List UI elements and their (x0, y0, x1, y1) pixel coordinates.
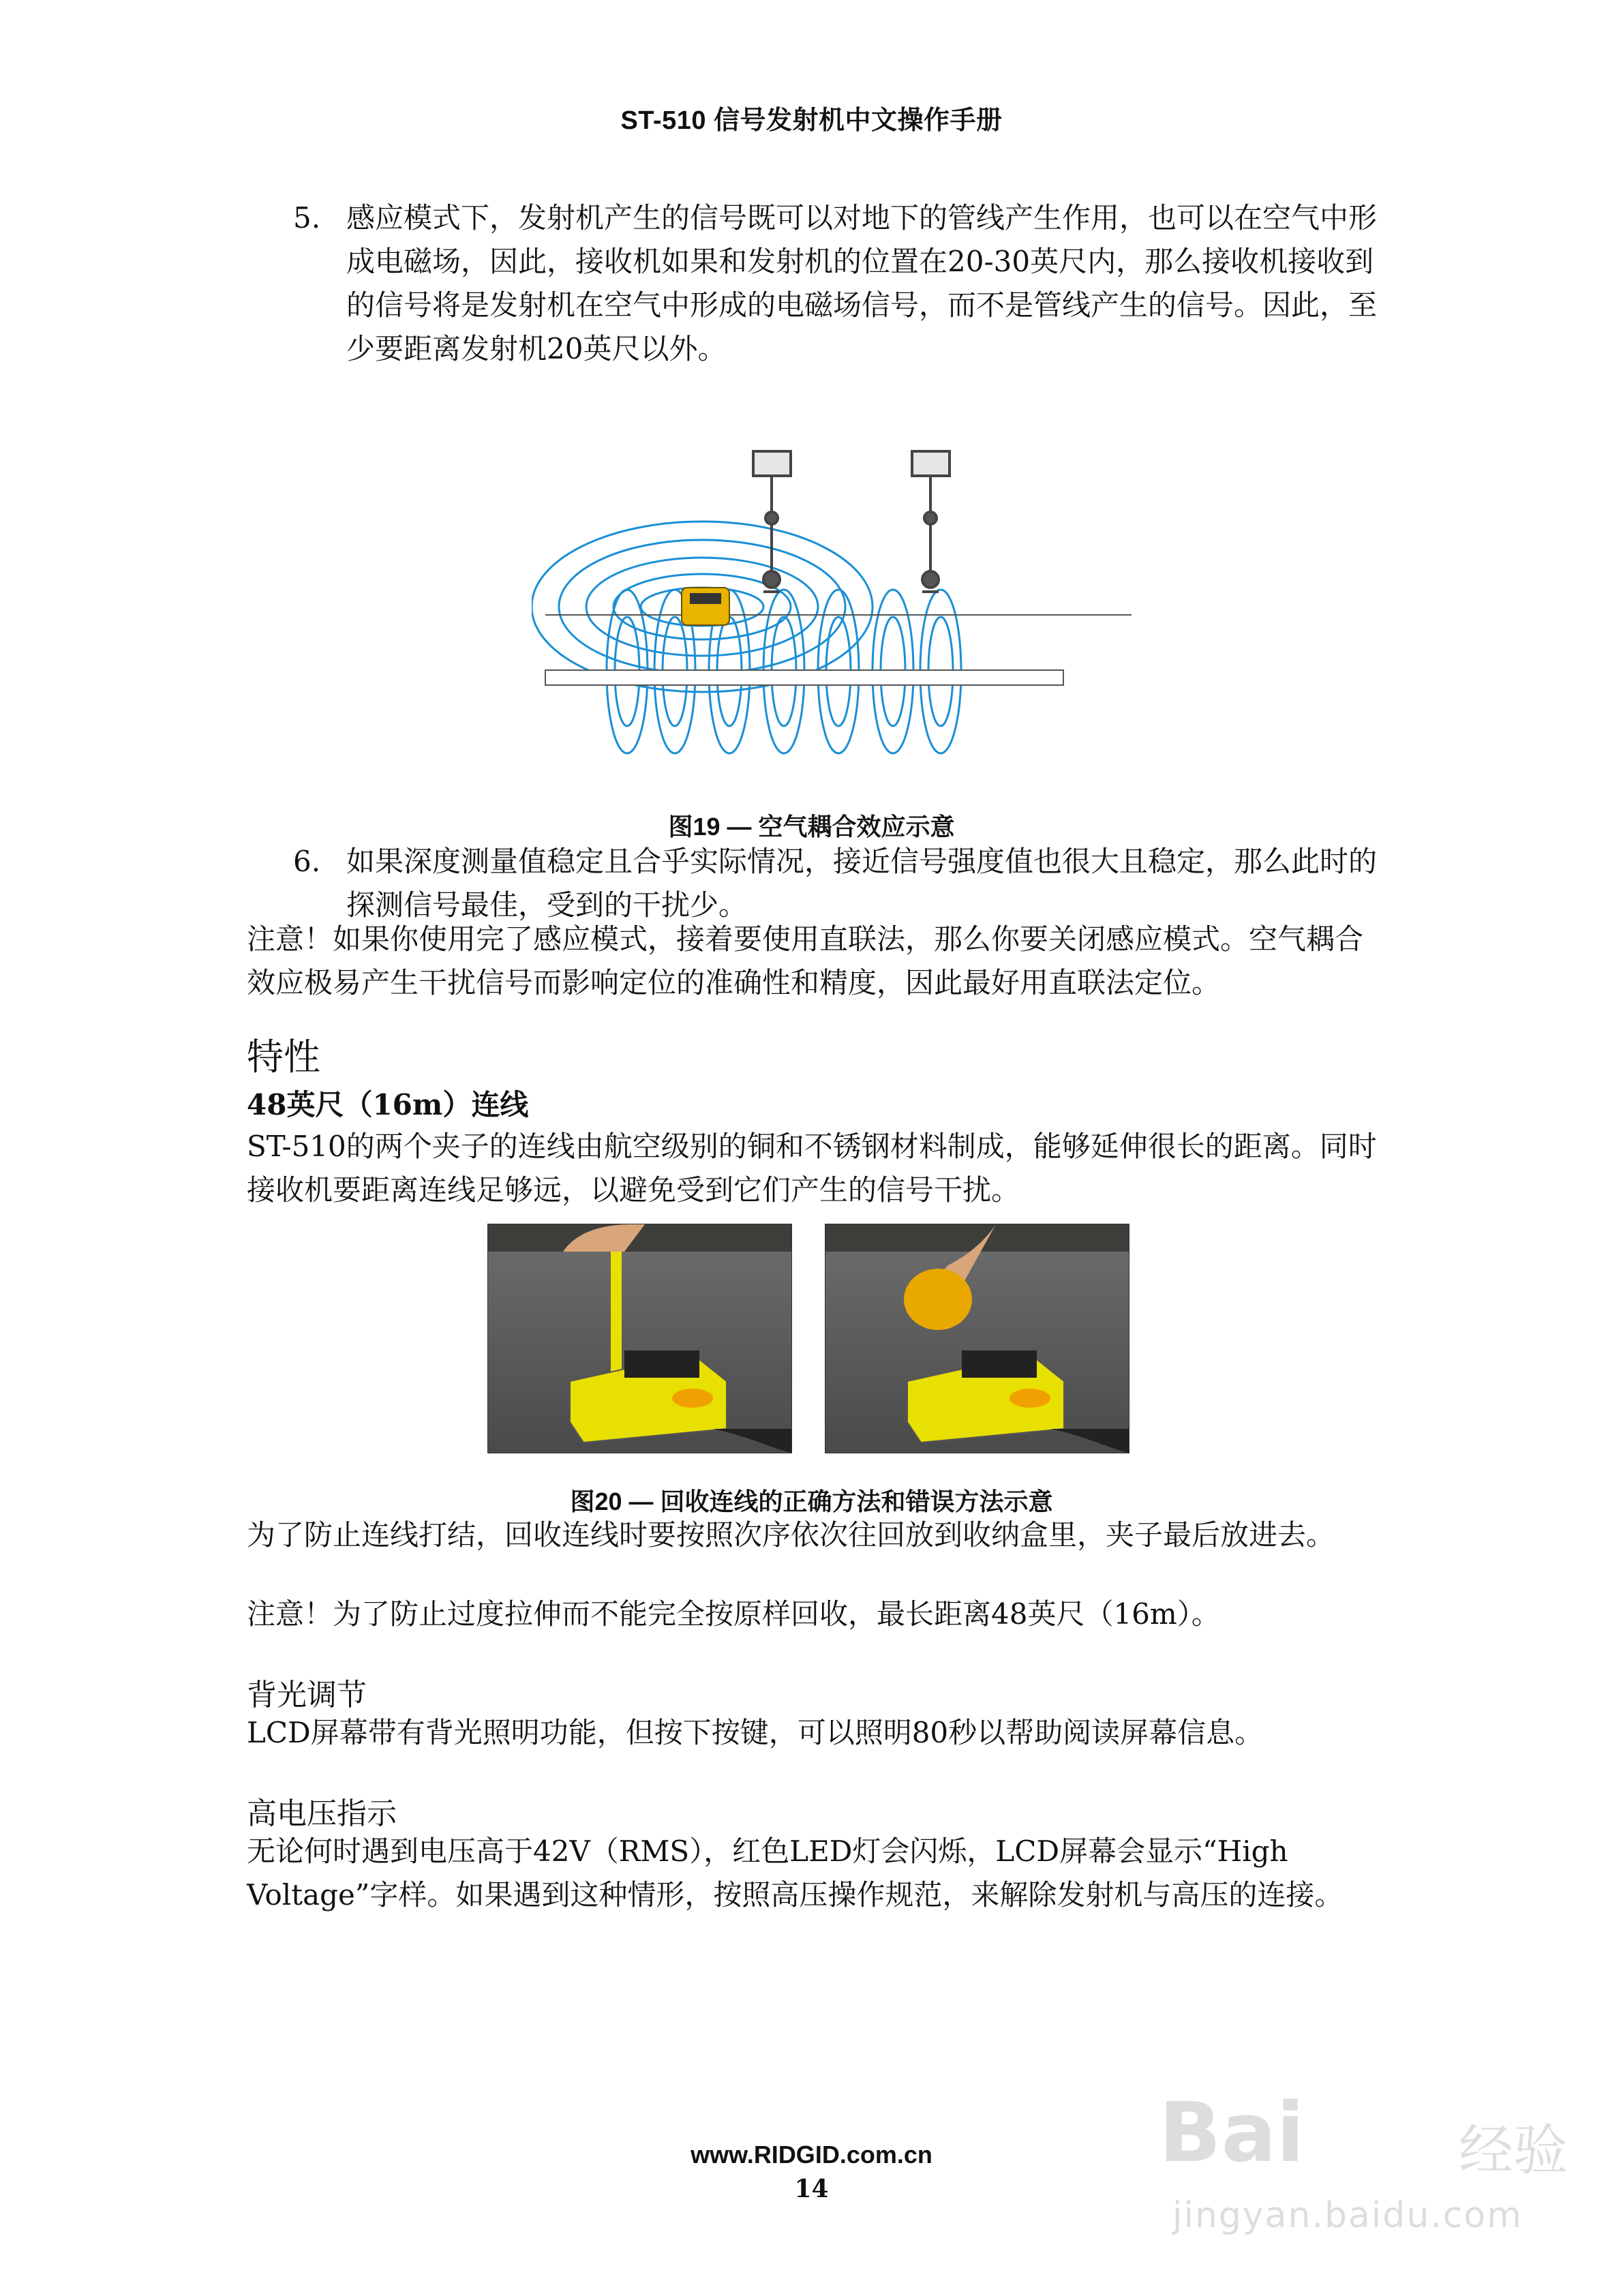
figure-19-diagram (532, 436, 1145, 791)
section-title: 特性 (247, 1036, 320, 1078)
list-number: 6. (293, 845, 321, 878)
watermark (1159, 2059, 1595, 2250)
cable-text: 为了防止连线打结，回收连线时要按照次序依次往回放到收纳盒里，夹子最后放进去。 (247, 1518, 1335, 1552)
list-item-5 (293, 196, 1397, 374)
watermark-brand: Bai (1159, 2086, 1305, 2181)
high-voltage-text: 无论何时遇到电压高于42V（RMS），红色LED灯会闪烁，LCD屏幕会显示“High Voltage”字样。如果遇到这种情形，按照高压操作规范，来解除发射机与高压的连接。 (247, 1834, 1344, 1912)
watermark-url: jingyan.baidu.com (1172, 2195, 1523, 2236)
note-2: 注意！为了防止过度拉伸而不能完全按原样回收，最长距离48英尺（16m）。 (247, 1597, 1220, 1631)
transmitter-icon (682, 588, 729, 625)
figure-20-caption: 图20 — 回收连线的正确方法和错误方法示意 (570, 1487, 1053, 1515)
receiver-icon (912, 451, 950, 592)
backlight-text: LCD屏幕带有背光照明功能，但按下按键，可以照明80秒以帮助阅读屏幕信息。 (247, 1716, 1264, 1749)
feature-cable-text: ST-510的两个夹子的连线由航空级别的铜和不锈钢材料制成，能够延伸很长的距离。同时接收机要距离连线足够远，以避免受到它们产生的信号干扰。 (247, 1130, 1377, 1207)
footer-url: www.RIDGID.com.cn (691, 2141, 932, 2169)
list-number: 5. (293, 201, 321, 235)
backlight-title: 背光调节 (247, 1678, 367, 1712)
page-number: 14 (794, 2175, 829, 2203)
figure-20-photo-wrong (825, 1224, 1129, 1453)
figure-20-photo-correct (487, 1224, 792, 1453)
watermark-brand-cn: 经验 (1459, 2119, 1568, 2182)
list-item-6 (293, 840, 1397, 928)
list-text: 如果深度测量值稳定且合乎实际情况，接近信号强度值也很大且稳定，那么此时的探测信号最佳，受到的干扰少。 (346, 845, 1378, 922)
feature-cable-title: 48英尺（16m）连线 (247, 1088, 529, 1121)
list-text: 感应模式下，发射机产生的信号既可以对地下的管线产生作用，也可以在空气中形成电磁场，因此，接收机如果和发射机的位置在20-30英尺内，那么接收机接收到的信号将是发射机在空气中形成的电磁场信号，而不是管线产生的信号。因此，至少要距离发射机20英尺以外。 (346, 201, 1378, 365)
pipe (545, 670, 1063, 685)
figure-19-caption: 图19 — 空气耦合效应示意 (668, 813, 955, 841)
note-1: 注意！如果你使用完了感应模式，接着要使用直联法，那么你要关闭感应模式。空气耦合效应极易产生干扰信号而影响定位的准确性和精度，因此最好用直联法定位。 (247, 922, 1364, 999)
high-voltage-title: 高电压指示 (247, 1796, 397, 1831)
page-header: ST-510 信号发射机中文操作手册 (620, 106, 1003, 135)
receiver-icon (753, 451, 791, 592)
